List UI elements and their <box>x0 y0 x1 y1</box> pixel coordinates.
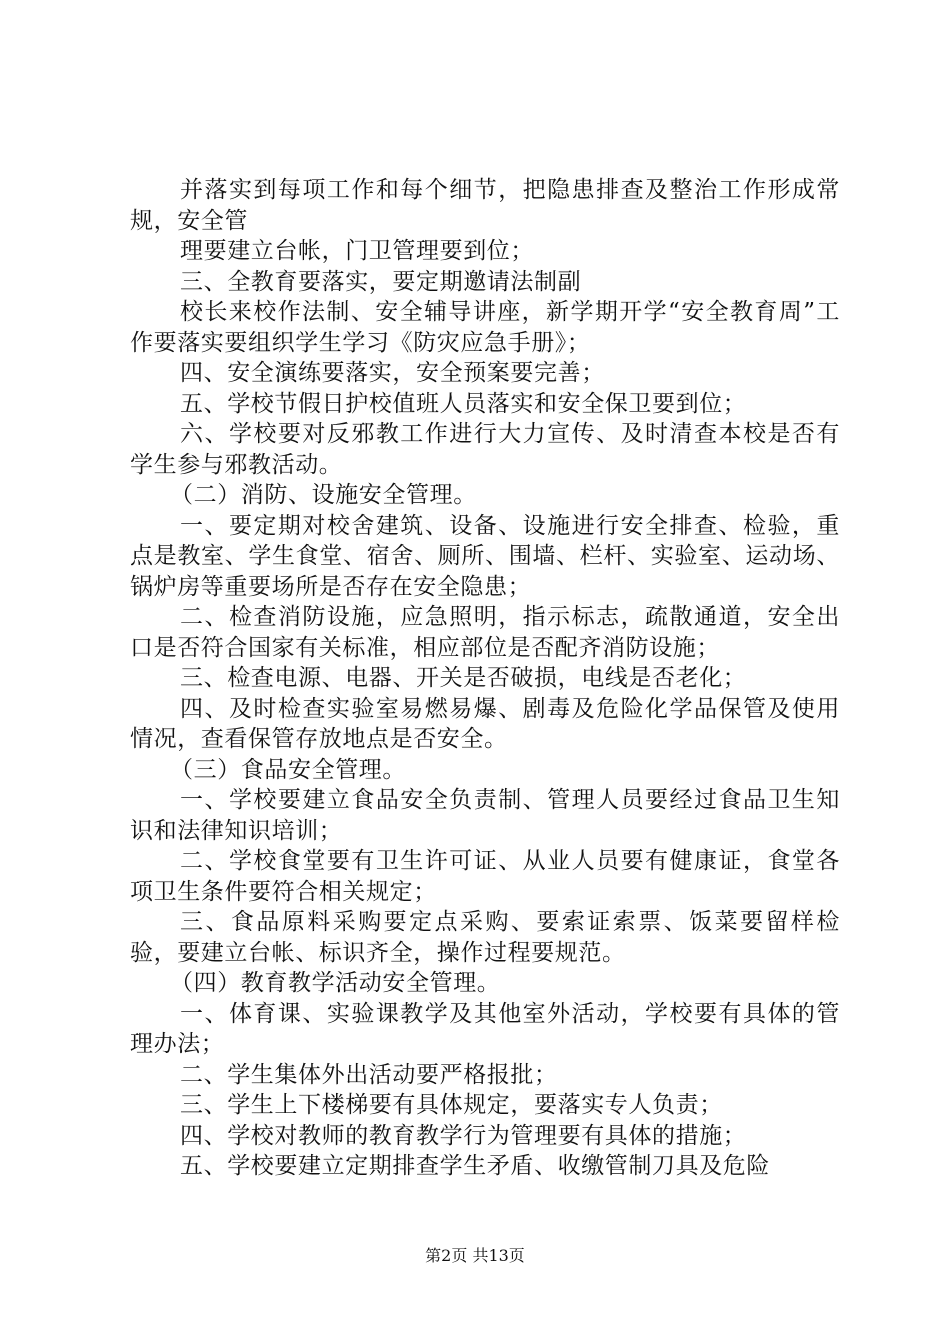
paragraph: 并落实到每项工作和每个细节，把隐患排查及整治工作形成常规，安全管 <box>130 177 840 234</box>
paragraph: 四、学校对教师的教育教学行为管理要有具体的措施； <box>180 1122 747 1149</box>
document-body <box>130 175 840 1182</box>
paragraph: 三、学生上下楼梯要有具体规定，要落实专人负责； <box>180 1092 723 1118</box>
section-heading: （三）食品安全管理。 <box>170 756 406 783</box>
section-heading: （四）教育教学活动安全管理。 <box>170 970 501 996</box>
paragraph: 理要建立台帐，门卫管理要到位； <box>180 238 534 264</box>
paragraph: 五、学校节假日护校值班人员落实和安全保卫要到位； <box>180 390 747 417</box>
paragraph: 三、检查电源、电器、开关是否破损，电线是否老化； <box>180 665 747 691</box>
paragraph: 一、要定期对校舍建筑、设备、设施进行安全排查、检验，重点是教室、学生食堂、宿舍、厕所、围墙、栏杆、实验室、运动场、锅炉房等重要场所是否存在安全隐患； <box>130 512 840 600</box>
section-heading: （二）消防、设施安全管理。 <box>170 482 477 508</box>
page-number-footer: 第2页 共13页 <box>425 1246 525 1265</box>
paragraph: 六、学校要对反邪教工作进行大力宣传、及时清查本校是否有学生参与邪教活动。 <box>130 421 840 478</box>
paragraph: 二、学生集体外出活动要严格报批； <box>180 1061 558 1088</box>
paragraph: 一、体育课、实验课教学及其他室外活动，学校要有具体的管理办法； <box>130 1000 840 1057</box>
paragraph: 四、安全演练要落实，安全预案要完善； <box>180 360 605 386</box>
paragraph: 一、学校要建立食品安全负责制、管理人员要经过食品卫生知识和法律知识培训； <box>130 787 840 844</box>
paragraph: 三、全教育要落实，要定期邀请法制副 <box>180 268 582 295</box>
paragraph: 二、检查消防设施，应急照明，指示标志，疏散通道，安全出口是否符合国家有关标准，相应部位是否配齐消防设施； <box>130 604 840 661</box>
paragraph: 校长来校作法制、安全辅导讲座，新学期开学“安全教育周”工作要落实要组织学生学习《防灾应急手册》； <box>130 299 840 356</box>
paragraph: 二、学校食堂要有卫生许可证、从业人员要有健康证，食堂各项卫生条件要符合相关规定； <box>130 848 840 905</box>
paragraph: 三、食品原料采购要定点采购、要索证索票、饭菜要留样检验，要建立台帐、标识齐全，操作过程要规范。 <box>130 909 840 966</box>
paragraph: 四、及时检查实验室易燃易爆、剧毒及危险化学品保管及使用情况，查看保管存放地点是否安全。 <box>130 695 840 752</box>
paragraph: 五、学校要建立定期排查学生矛盾、收缴管制刀具及危险 <box>180 1153 770 1179</box>
